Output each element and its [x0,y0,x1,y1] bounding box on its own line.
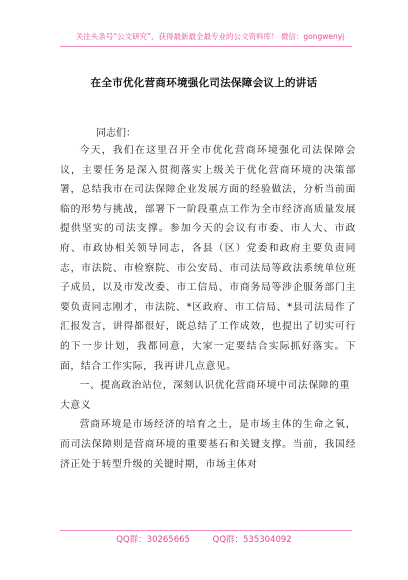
header-banner: 关注头条号“公文研究”，获得最新最全最专业的公文资料库！ 微信：gongwenyj [75,32,345,41]
footer [0,533,408,545]
salutation: 同志们： [96,128,136,139]
section-heading: 一、提高政治站位，深刻认识优化营商环境中司法保障的重大意义 [60,380,350,411]
footer-divider [60,530,352,531]
body-paragraph: 营商环境是市场经济的培育之土，是市场主体的生命之氧，而司法保障则是营商环境的重要基石和关键支撑。当前，我国经济正处于转型升级的关键时期，市场主体对 [60,419,356,470]
document-body [60,141,356,474]
footer-qq-group-1: QQ群：30265665 [116,535,190,545]
document-title: 在全市优化营商环境强化司法保障会议上的讲话 [90,77,318,89]
body-paragraph: 今天，我们在这里召开全市优化营商环境强化司法保障会议，主要任务是深入贯彻落实上级关于优化营商环境的决策部署，总结我市在司法保障企业发展方面的经验做法，分析当前面临的形势与挑战，部署下一阶段重点工作为全市经济高质量发展提供坚实的司法支撑。参加今天的会议有市委、市人大、市政府、市政协相关领导同志，各县（区）党委和政府主要负责同志，市法院、市检察院、市公安局、市司法局等政法系统单位班子成员，以及市发改委、市工信局、市商务局等涉企服务部门主要负责同志刚才，市法院、*区政府、市工信局、*县司法局作了汇报发言，讲得都很好，既总结了工作成效，也提出了切实可行的下一步计划，我都同意，大家一定要结合实际抓好落实。下面，结合工作实际，我再讲几点意见。 [60,145,356,372]
header-divider [60,46,352,47]
footer-qq-group-2: QQ群：535304092 [212,535,292,545]
